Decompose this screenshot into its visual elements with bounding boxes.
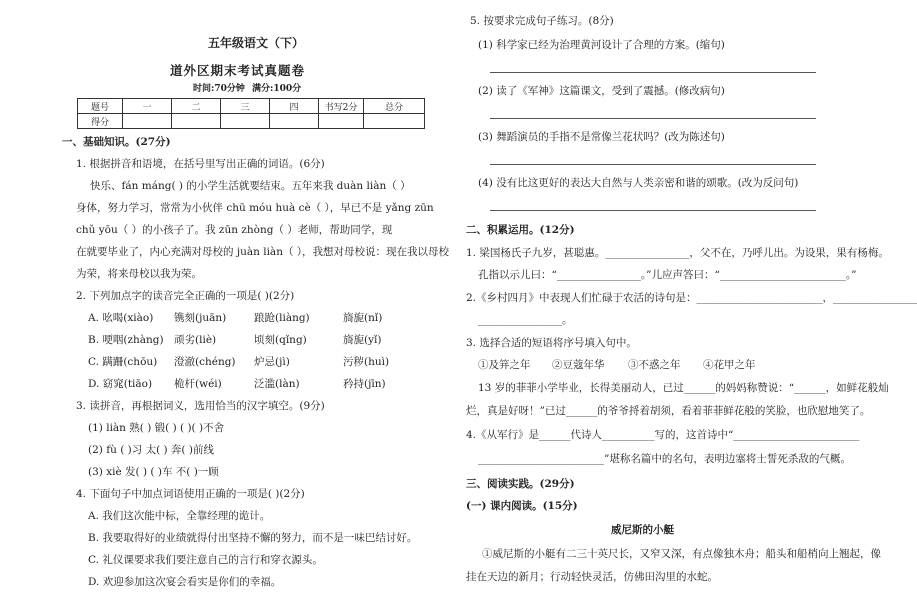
question-7-line: ________________。 [478,314,573,326]
section-3-heading: 三、阅读实践。(29分) [466,478,575,490]
question-4-prompt: 4. 下面句子中加点词语使用正确的一项是( )(2分) [76,488,305,500]
score-cell: 书写2分 [319,99,364,114]
exam-title: 道外区期末考试真题卷 [170,63,306,78]
question-5-item: (1) 科学家已经为治理黄河设计了合理的方案。(缩句) [478,39,725,51]
option-c-word: 炉忌(jì) [254,356,290,368]
score-table-score-row [78,114,425,129]
score-cell: 三 [221,99,270,114]
question-5-item: (4) 没有比这更好的表达大自然与人类亲密和谐的颂歌。(改为反问句) [478,177,799,189]
question-8-option: ②豆蔻年华 [552,359,605,371]
score-table [77,98,425,129]
score-input-cell[interactable] [221,114,270,129]
option-d-word: 泛滥(làn) [254,378,300,390]
score-cell: 总分 [364,99,425,114]
question-3-line: (3) xiè 发( ) ( )车 不( )一顾 [88,466,219,478]
option-a-word: 镌刻(juān) [174,312,227,324]
score-input-cell[interactable] [270,114,319,129]
option-c-word: 污秽(huì) [343,356,390,368]
score-input-cell[interactable] [172,114,221,129]
grade-title: 五年级语文（下） [208,36,305,50]
question-8-option: ③不惑之年 [628,359,681,371]
question-4-option-b: B. 我要取得好的业绩就得付出坚持不懈的努力，而不是一味巴结讨好。 [88,532,418,544]
option-d-word: 桅杆(wéi) [174,378,222,390]
passage-title: 威尼斯的小艇 [611,524,674,536]
option-d-word: D. 窈窕(tiāo) [88,378,153,390]
option-c-word: 澄澈(chéng) [174,356,236,368]
question-9-line: ________________________”堪称名篇中的名句，表明边塞将士誓死杀敌的气概。 [478,453,851,465]
question-5-item: (2) 读了《军神》这篇课文，受到了震撼。(修改病句) [478,85,725,97]
score-cell: 二 [172,99,221,114]
question-3-line: (2) fù ( )习 太( ) 奔( )前线 [88,444,214,456]
score-table-header-row [78,99,425,114]
question-6-line: 孔指以示儿曰：“________________。”儿应声答曰：“________________________。” [478,269,857,281]
question-1-line: chǔ yōu（ ）的小孩子了。我 zūn zhòng（ ）老师，帮助同学，现 [76,224,393,236]
score-cell: 得分 [78,114,123,129]
question-1-line: 为荣，将来母校以我为荣。 [76,268,202,280]
option-b-word: 顽劣(liè) [174,334,217,346]
score-cell: 一 [123,99,172,114]
score-input-cell[interactable] [364,114,425,129]
section-2-heading: 二、积累运用。(12分) [466,224,575,236]
exam-full-score: 满分:100分 [252,84,302,94]
option-a-word: 踉跄(liàng) [254,312,310,324]
subsection-heading: (一) 课内阅读。(15分) [466,500,578,512]
question-3-line: (1) liàn 熟( ) 锻( ) ( )( )不舍 [88,422,225,434]
score-cell: 题号 [78,99,123,114]
answer-line[interactable] [490,72,816,73]
question-5-item: (3) 舞蹈演员的手指不是常像兰花状吗？(改为陈述句) [478,131,725,143]
answer-line[interactable] [490,210,816,211]
score-input-cell[interactable] [123,114,172,129]
score-cell: 四 [270,99,319,114]
answer-line[interactable] [490,118,816,119]
question-3-prompt: 3. 读拼音，再根据词义，选用恰当的汉字填空。(9分) [76,400,325,412]
option-d-word: 矜持(jīn) [343,378,386,390]
option-b-word: B. 哽咽(zhàng) [88,334,164,346]
question-4-option-c: C. 礼仪课要求我们要注意自己的言行和穿衣源头。 [88,554,323,566]
exam-time: 时间:70分钟 [193,84,245,94]
option-b-word: 旖旎(yǐ) [343,334,382,346]
answer-line[interactable] [490,164,816,165]
question-2-prompt: 2. 下列加点字的读音完全正确的一项是( )(2分) [76,290,295,302]
question-9-line: 4.《从军行》是______代诗人__________写的，这首诗中“________________________ [466,429,860,441]
option-a-word: 旖旎(nǐ) [343,312,383,324]
section-1-heading: 一、基础知识。(27分) [62,136,171,148]
question-8-line: 13 岁的菲菲小学毕业，长得美丽动人，已过______的妈妈称赞说：“______，如鲜花般灿 [478,382,889,394]
question-8-option: ①及笄之年 [478,359,531,371]
option-b-word: 顷刻(qǐng) [254,334,307,346]
passage-line: 挂在天边的新月；行动轻快灵活，仿佛田沟里的水蛇。 [466,571,718,583]
question-4-option-d: D. 欢迎参加这次宴会看实是你们的幸福。 [88,576,282,588]
question-1-prompt: 1. 根据拼音和语境，在括号里写出正确的词语。(6分) [76,158,325,170]
question-5-prompt: 5. 按要求完成句子练习。(8分) [470,15,614,27]
question-6-line: 1. 梁国杨氏子九岁，甚聪惠。________________，父不在，乃呼儿出。为设果，果有杨梅。 [466,247,889,259]
option-c-word: C. 蹒跚(chōu) [88,356,158,368]
option-a-word: A. 吆喝(xiào) [88,312,154,324]
question-4-option-a: A. 我们这次能中标，全靠经理的诡计。 [88,510,271,522]
question-1-line: 身体，努力学习，常常为小伙伴 chū móu huà cè（ ），早已不是 yǎng zūn [76,202,434,214]
passage-line: ①威尼斯的小艇有二三十英尺长，又窄又深，有点像独木舟；船头和船梢向上翘起，像 [482,548,881,560]
question-7-line: 2.《乡村四月》中表现人们忙碌于农活的诗句是：________________________，________________ [466,292,917,304]
question-1-line: 在就要毕业了，内心充满对母校的 juàn liàn（ ），我想对母校说：现在我以母校 [76,246,450,258]
question-8-option: ④花甲之年 [703,359,756,371]
question-1-line: 快乐、fán máng( ) 的小学生活就要结束。五年来我 duàn liàn（ ） [90,180,411,192]
question-8-prompt: 3. 选择合适的短语将序号填入句中。 [466,337,637,349]
score-input-cell[interactable] [319,114,364,129]
question-8-line: 烂，真是好呀！”已过______的爷爷捋着胡须，看着菲菲鲜花般的笑脸，也欣慰地笑了。 [466,405,871,417]
